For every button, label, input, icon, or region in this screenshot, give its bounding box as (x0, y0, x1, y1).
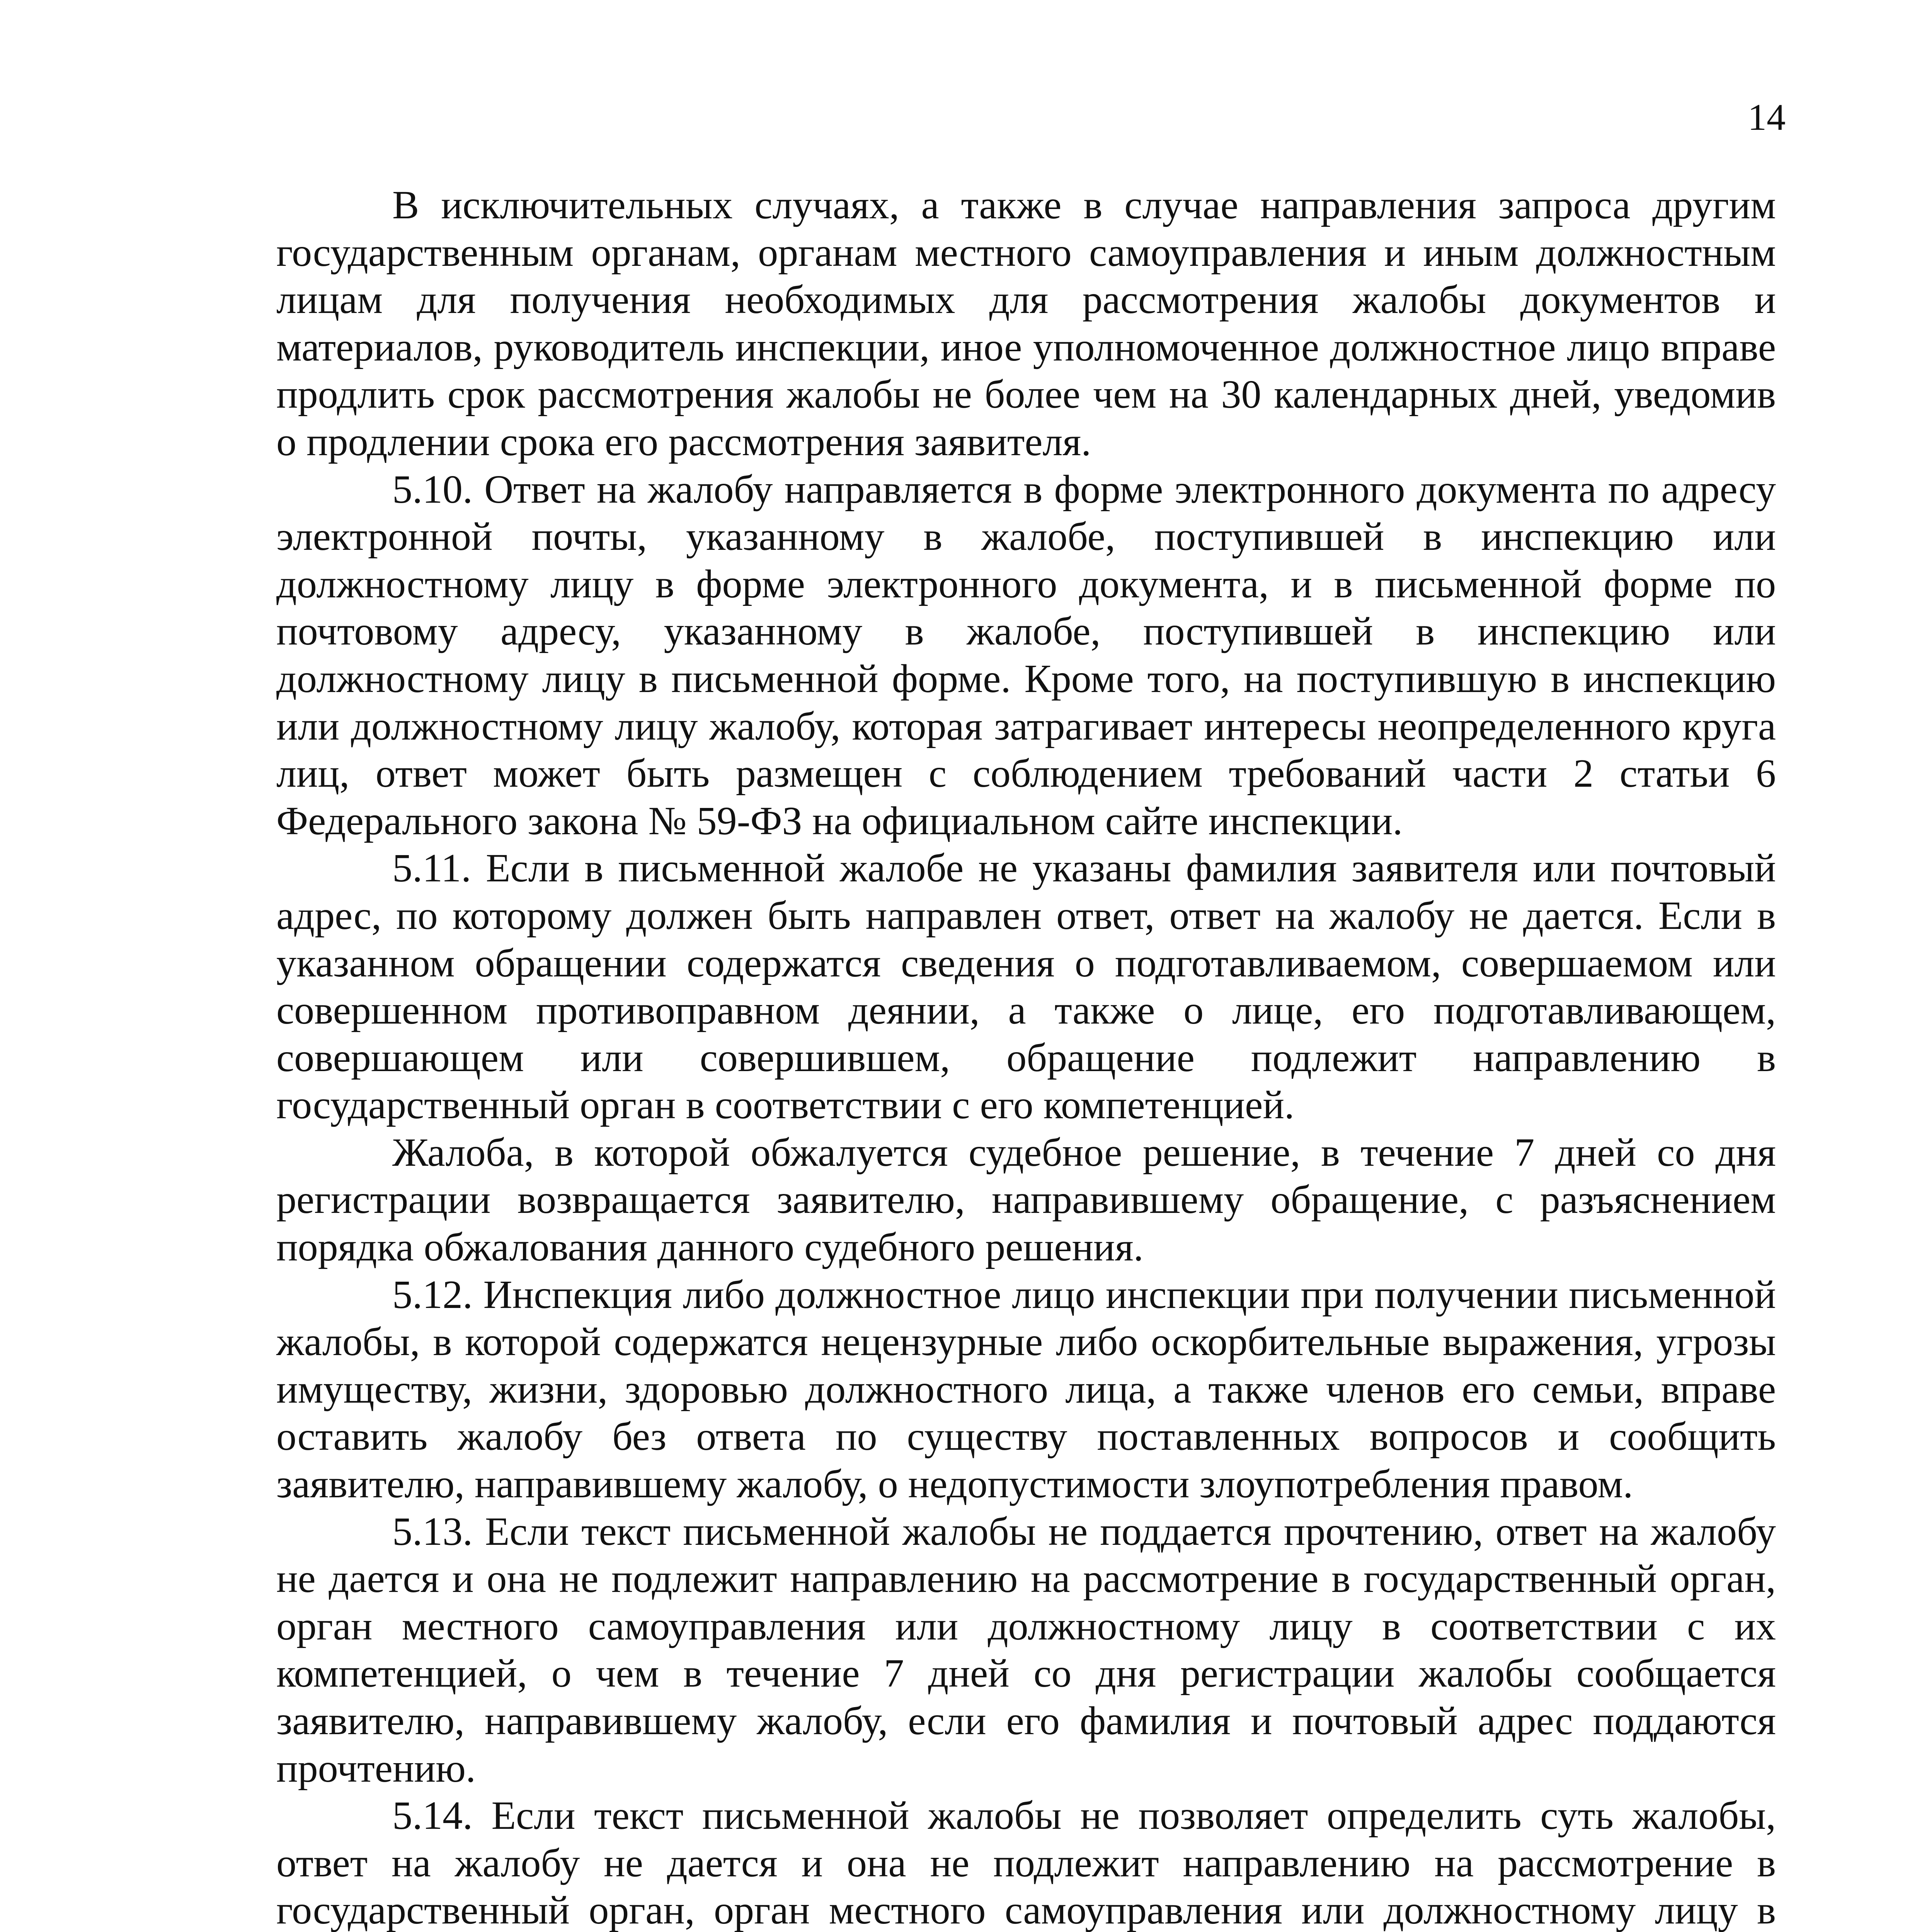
paragraph-court-decision-complaint: Жалоба, в которой обжалуется судебное решение, в течение 7 дней со дня регистрации возвращается заявителю, направившему обращение, с разъяснением порядка обжалования данного судебного решения. (276, 1130, 1776, 1270)
paragraph-5-12: 5.12. Инспекция либо должностное лицо инспекции при получении письменной жалобы, в которой содержатся нецензурные либо оскорбительные выражения, угрозы имуществу, жизни, здоровью должностного лица, а также членов его семьи, вправе оставить жалобу без ответа по существу поставленных вопросов и сообщить заявителю, направившему жалобу, о недопустимости злоупотребления правом. (276, 1272, 1776, 1507)
paragraph-5-13: 5.13. Если текст письменной жалобы не поддается прочтению, ответ на жалобу не дается и она не подлежит направлению на рассмотрение в государственный орган, орган местного самоуправления или должностному лицу в соответствии с их компетенцией, о чем в течение 7 дней со дня регистрации жалобы сообщается заявителю, направившему жалобу, если его фамилия и почтовый адрес поддаются прочтению. (276, 1509, 1776, 1791)
paragraph-5-14: 5.14. Если текст письменной жалобы не позволяет определить суть жалобы, ответ на жалобу не дается и она не подлежит направлению на рассмотрение в государственный орган, орган местного самоуправления или должностному лицу в (276, 1793, 1776, 1932)
paragraph-5-10: 5.10. Ответ на жалобу направляется в форме электронного документа по адресу электронной почты, указанному в жалобе, поступившей в инспекцию или должностному лицу в форме электронного документа, и в письменной форме по почтовому адресу, указанному в жалобе, поступившей в инспекцию или должностному лицу в письменной форме. Кроме того, на поступившую в инспекцию или должностному лицу жалобу, которая затрагивает интересы неопределенного круга лиц, ответ может быть размещен с соблюдением требований части 2 статьи 6 Федерального закона № 59-ФЗ на официальном сайте инспекции. (276, 467, 1776, 843)
paragraph-5-11: 5.11. Если в письменной жалобе не указаны фамилия заявителя или почтовый адрес, по которому должен быть направлен ответ, ответ на жалобу не дается. Если в указанном обращении содержатся сведения о подготавливаемом, совершаемом или совершенном противоправном деянии, а также о лице, его подготавливающем, совершающем или совершившем, обращение подлежит направлению в государственный орган в соответствии с его компетенцией. (276, 846, 1776, 1128)
paragraph-extension-of-review-term: В исключительных случаях, а также в случае направления запроса другим государственным органам, органам местного самоуправления и иным должностным лицам для получения необходимых для рассмотрения жалобы документов и материалов, руководитель инспекции, иное уполномоченное должностное лицо вправе продлить срок рассмотрения жалобы не более чем на 30 календарных дней, уведомив о продлении срока его рассмотрения заявителя. (276, 183, 1776, 464)
document-body (276, 182, 1776, 1932)
page-number: 14 (1748, 97, 1786, 138)
